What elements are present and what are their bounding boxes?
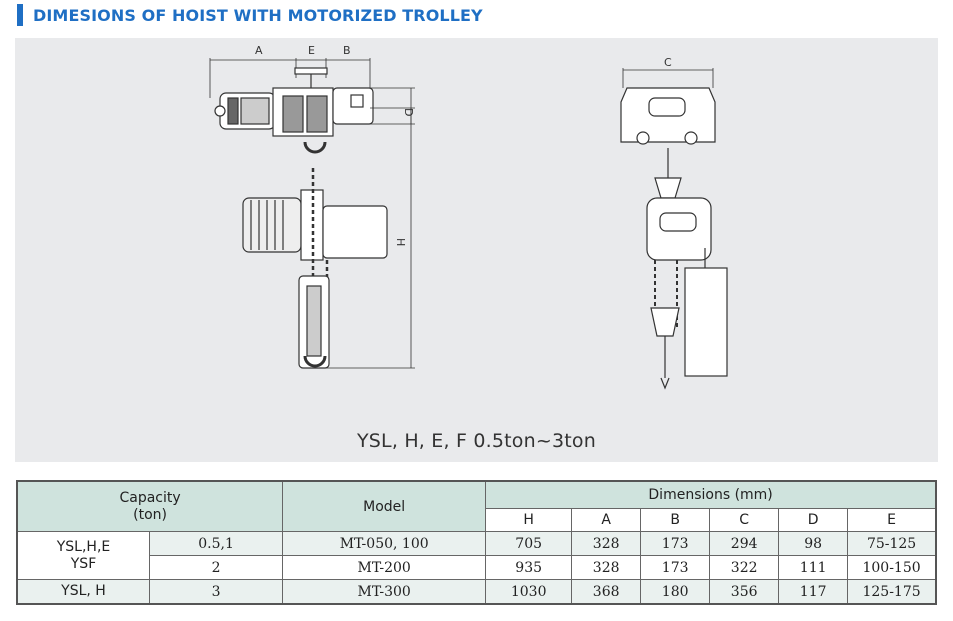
series-cell: YSL,H,E YSF: [17, 532, 150, 580]
e-cell: 125-175: [848, 580, 936, 605]
label-d: D: [402, 108, 415, 117]
header-b: B: [641, 509, 710, 532]
e-cell: 100-150: [848, 556, 936, 580]
header-h: H: [486, 509, 572, 532]
hoist-dimension-drawing: [15, 38, 938, 462]
header-a: A: [572, 509, 641, 532]
model-cell: MT-300: [283, 580, 486, 605]
e-cell: 75-125: [848, 532, 936, 556]
page-title: DIMESIONS OF HOIST WITH MOTORIZED TROLLEY: [33, 5, 483, 25]
c-cell: 294: [710, 532, 779, 556]
header-model: Model: [283, 481, 486, 532]
a-cell: 328: [572, 532, 641, 556]
h-cell: 935: [486, 556, 572, 580]
table-row: [17, 532, 936, 556]
d-cell: 117: [779, 580, 848, 605]
table-row: [17, 556, 936, 580]
header-dimensions: Dimensions (mm): [486, 481, 936, 509]
b-cell: 173: [641, 556, 710, 580]
capacity-cell: 3: [150, 580, 283, 605]
label-e: E: [308, 44, 315, 57]
header-c: C: [710, 509, 779, 532]
header-capacity: Capacity (ton): [17, 481, 283, 532]
h-cell: 705: [486, 532, 572, 556]
d-cell: 111: [779, 556, 848, 580]
series-cell: YSL, H: [17, 580, 150, 605]
header-d: D: [779, 509, 848, 532]
label-h: H: [394, 238, 407, 247]
table-row: [17, 580, 936, 605]
section-header: [17, 4, 483, 26]
c-cell: 322: [710, 556, 779, 580]
a-cell: 368: [572, 580, 641, 605]
a-cell: 328: [572, 556, 641, 580]
label-c: C: [664, 56, 672, 69]
b-cell: 173: [641, 532, 710, 556]
h-cell: 1030: [486, 580, 572, 605]
figure-caption: YSL, H, E, F 0.5ton~3ton: [356, 430, 596, 452]
capacity-cell: 0.5,1: [150, 532, 283, 556]
model-cell: MT-200: [283, 556, 486, 580]
hoist-drawing-svg: [15, 38, 938, 462]
d-cell: 98: [779, 532, 848, 556]
title-accent-bar: [17, 4, 23, 26]
c-cell: 356: [710, 580, 779, 605]
model-cell: MT-050, 100: [283, 532, 486, 556]
label-b: B: [343, 44, 351, 57]
label-a: A: [255, 44, 263, 57]
header-e: E: [848, 509, 936, 532]
dimensions-table: [16, 480, 937, 605]
capacity-cell: 2: [150, 556, 283, 580]
b-cell: 180: [641, 580, 710, 605]
